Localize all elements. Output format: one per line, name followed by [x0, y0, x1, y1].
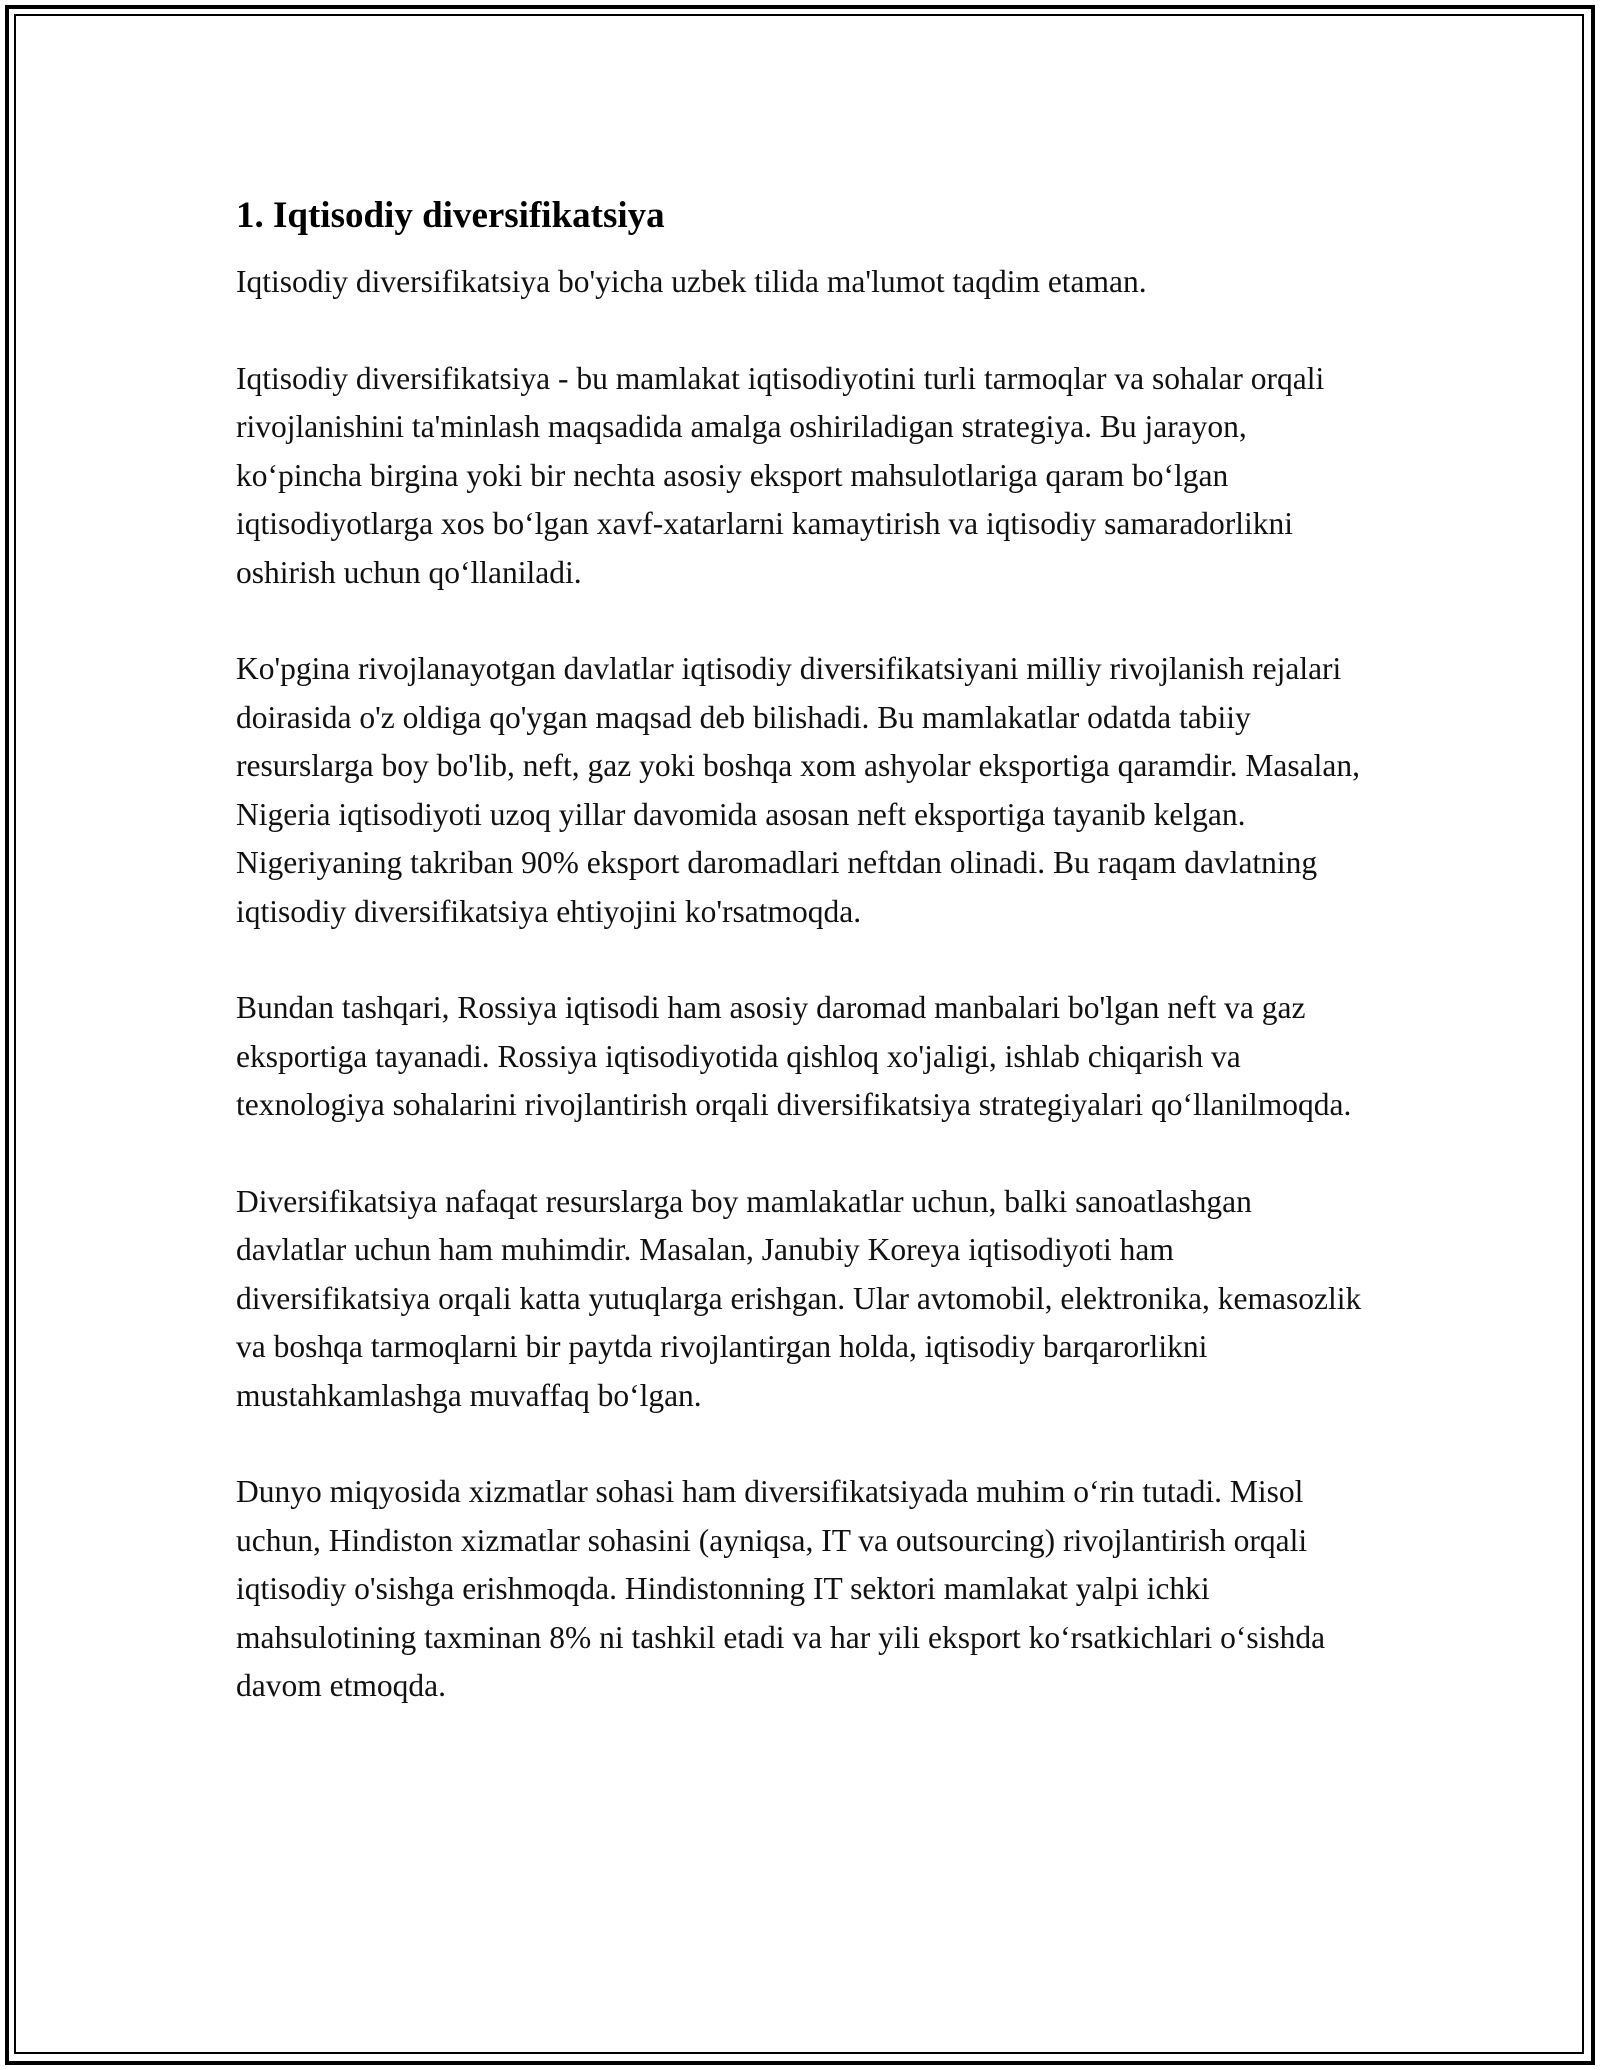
india-paragraph: Dunyo miqyosida xizmatlar sohasi ham diversifikatsiyada muhim o‘rin tutadi. Misol uchun, Hindiston xizmatlar sohasini (ayniqsa, IT va outsourcing) rivojlantirish orqali iqtisodiy o'sishga erishmoqda. Hindistonning IT sektori mamlakat yalpi ichki mahsulotining taxminan 8% ni tashkil etadi va har yili eksport ko‘rsatkichlari o‘sishda davom etmoqda. [236, 1474, 1326, 1703]
south-korea-paragraph: Diversifikatsiya nafaqat resurslarga boy mamlakatlar uchun, balki sanoatlashgan davlatlar uchun ham muhimdir. Masalan, Janubiy Koreya iqtisodiyoti ham diversifikatsiya orqali katta yutuqlarga erishgan. Ular avtomobil, elektronika, kemasozlik va boshqa tarmoqlarni bir paytda rivojlantirgan holda, iqtisodiy barqarorlikni mustahkamlashga muvaffaq bo‘lgan. [236, 1183, 1362, 1413]
document-body [236, 186, 1366, 1759]
intro-paragraph: Iqtisodiy diversifikatsiya bo'yicha uzbek tilida ma'lumot taqdim etaman. [236, 264, 1147, 299]
definition-paragraph: Iqtisodiy diversifikatsiya - bu mamlakat iqtisodiyotini turli tarmoqlar va sohalar orqali rivojlanishini ta'minlash maqsadida amalga oshiriladigan strategiya. Bu jarayon, ko‘pincha birgina yoki bir nechta asosiy eksport mahsulotlariga qaram bo‘lgan iqtisodiyotlarga xos bo‘lgan xavf-xatarlarni kamaytirish va iqtisodiy samaradorlikni oshirish uchun qo‘llaniladi. [236, 360, 1325, 590]
developing-countries-paragraph: Ko'pgina rivojlanayotgan davlatlar iqtisodiy diversifikatsiyani milliy rivojlanish rejalari doirasida o'z oldiga qo'ygan maqsad deb bilishadi. Bu mamlakatlar odatda tabiiy resurslarga boy bo'lib, neft, gaz yoki boshqa xom ashyolar eksportiga qaramdir. Masalan, Nigeria iqtisodiyoti uzoq yillar davomida asosan neft eksportiga tayanib kelgan. Nigeriyaning takriban 90% eksport daromadlari neftdan olinadi. Bu raqam davlatning iqtisodiy diversifikatsiya ehtiyojini ko'rsatmoqda. [236, 651, 1360, 929]
page-title: 1. Iqtisodiy diversifikatsiya [236, 195, 665, 236]
russia-paragraph: Bundan tashqari, Rossiya iqtisodi ham asosiy daromad manbalari bo'lgan neft va gaz eksportiga tayanadi. Rossiya iqtisodiyotida qishloq xo'jaligi, ishlab chiqarish va texnologiya sohalarini rivojlantirish orqali diversifikatsiya strategiyalari qo‘llanilmoqda. [236, 990, 1352, 1122]
